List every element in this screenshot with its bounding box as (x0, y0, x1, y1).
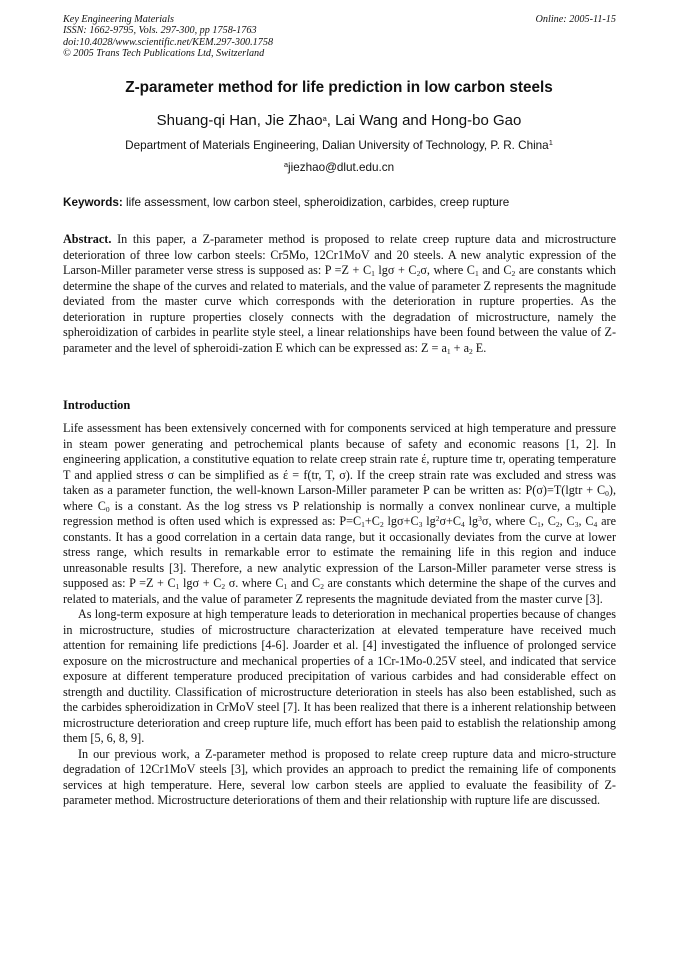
affiliation-marker: 1 (548, 138, 553, 147)
abstract-text: σ, where C (420, 263, 475, 277)
subscript: 1 (361, 520, 365, 529)
intro-text: ), where C (63, 483, 616, 513)
abstract (63, 232, 616, 356)
subscript: 3 (574, 520, 579, 529)
intro-text: are constants which determine the shape of the curves and related to materials, and the value of parameter Z represents the magnitude deviated from the master curve [3]. (63, 576, 616, 606)
intro-text: σ+C (439, 514, 462, 528)
intro-text: Life assessment has been extensively concerned with for components serviced at high temperature and pressure in steam power generating and petrochemical plants because of safety and economic reasons [1, 2]. In engineering application, a constitutive equation to relate creep strain rate έ, rupture time tr, operating temperature T and applied stress σ can be simplified as έ = f(tr, T, σ). If the creep strain rate was excluded and stress was taken as a parameter function, the well-known Larson-Miller parameter P can be written as: P(σ)=T(lgtr + C (63, 421, 616, 497)
subscript: 2 (416, 269, 421, 278)
intro-text: +C (364, 514, 380, 528)
subscript: 2 (555, 520, 560, 529)
keywords-text: life assessment, low carbon steel, spheroidization, carbides, creep rupture (122, 196, 510, 209)
online-date: Online: 2005-11-15 (535, 14, 616, 25)
abstract-paragraph (63, 232, 616, 356)
subscript: 1 (537, 520, 541, 529)
abstract-label: Abstract. (63, 232, 112, 246)
subscript: 2 (379, 520, 384, 529)
email-text: jiezhao@dlut.edu.cn (288, 161, 395, 174)
abstract-text: E. (472, 340, 487, 355)
author-list (0, 112, 678, 129)
intro-text: , C (540, 514, 556, 528)
abstract-text: are constants which determine the shape of the curves and related to materials, and the value of parameter Z represents the magnitude deviated from the master curve which corresponds with the deterioration in rupture properties. As the deterioration in rupture properties closely connects with the degradation of microstructure, namely the spheroidization of carbides in pearlite style steel, a linear relationships have been found between the value of Z-parameter and the level of spheroidi-zation E which can be expressed as: Z = a (63, 263, 616, 355)
email-marker: a (283, 160, 289, 169)
introduction-heading: Introduction (63, 398, 131, 412)
author-email (0, 161, 678, 174)
subscript: 1 (474, 269, 479, 278)
intro-text: σ, where C (481, 514, 538, 528)
journal-name: Key Engineering Materials (63, 14, 174, 25)
authors-part1: Shuang-qi Han, Jie Zhao (156, 112, 323, 129)
abstract-text: In this paper, a Z-parameter method is proposed to relate creep rupture data and microstructure deterioration of three low carbon steels: Cr5Mo, 12Cr1MoV and 20 steels. A new analytic expression of the Larson-Miller parameter verse stress is supposed as: P =Z + C (63, 232, 616, 277)
superscript: 3 (478, 514, 482, 523)
subscript: 2 (469, 346, 473, 356)
copyright-line: © 2005 Trans Tech Publications Ltd, Switzerland (63, 48, 265, 60)
subscript: 1 (283, 582, 288, 591)
author-marker: a (322, 114, 327, 123)
intro-text: , C (578, 514, 594, 528)
subscript: 2 (511, 269, 516, 278)
subscript: 0 (605, 489, 609, 498)
intro-text: are constants. It has a good correlation in a certain data range, but it occasionally deviates from the curve at lower stress range, which results in remarkable error to estimate the remaining life in this region and induce unreasonable results [3]. Therefore, a new analytic expression of the Larson-Miller parameter verse stress is supposed as: P =Z + C (63, 514, 616, 590)
authors-part2: , Lai Wang and Hong-bo Gao (326, 112, 522, 129)
paper-title: Z-parameter method for life prediction in low carbon steels (125, 79, 553, 96)
intro-paragraph-3: In our previous work, a Z-parameter method is proposed to relate creep rupture data and micro-structure degradation of 12Cr1MoV steels [3], which provides an approach to predict the remaining life of components services at high temperature. Here, several low carbon steels are applied to evaluate the feasibility of Z-parameter method. Microstructure deteriorations of them and their relationship with rupture life are discussed. (63, 746, 616, 807)
introduction-body (63, 421, 616, 809)
intro-text: and C (287, 576, 321, 590)
intro-paragraph-2: As long-term exposure at high temperature leads to deterioration in mechanical properties because of changes in microstructure, studies of microstructure characterization at elevated temperature have received much attention for remaining life predictions [4-6]. Joarder et al. [4] investigated the influence of prolonged service exposure on the microstructure and mechanical properties of a 1Cr-1Mo-0.25V steel, and indicated that service exposure at different temperature produced precipitation of various carbides and had considerable effect on strength and ductility. Classification of microstructure deterioration in steels has also been established, such as the carbides spheroidization in CrMoV steel [7]. It has been realized that there is a inherent relationship between microstructure deterioration and creep rupture life, much effort has been paid to establish the relationship among them [5, 6, 8, 9]. (63, 607, 616, 745)
affiliation-text: Department of Materials Engineering, Dalian University of Technology, P. R. China (125, 139, 549, 152)
subscript: 3 (418, 520, 423, 529)
subscript: 2 (221, 582, 226, 591)
abstract-text: lgσ + C (374, 263, 417, 277)
intro-text: lgσ + C (179, 576, 222, 590)
intro-text: , C (559, 514, 575, 528)
doi-line: doi:10.4028/www.scientific.net/KEM.297-300.1758 (63, 36, 274, 48)
subscript: 4 (593, 520, 598, 529)
intro-text: is a constant. As the log stress vs P relationship is normally a convex nonlinear curve, a multiple regression method is often used which is expressed as: P=C (63, 498, 616, 528)
intro-text: lgσ+C (383, 514, 419, 528)
intro-text: lg (464, 514, 479, 528)
issn-line: ISSN: 1662-9795, Vols. 297-300, pp 1758-1763 (63, 25, 257, 37)
journal-header (63, 14, 616, 60)
intro-text: lg (422, 514, 436, 528)
superscript: 2 (435, 514, 440, 523)
keywords-label: Keywords: (63, 196, 123, 209)
subscript: 1 (371, 269, 375, 278)
subscript: 1 (446, 346, 451, 356)
intro-paragraph-1 (63, 421, 616, 607)
abstract-text: + a (450, 340, 469, 355)
affiliation (0, 139, 678, 152)
subscript: 2 (320, 582, 324, 591)
abstract-text: and C (478, 263, 512, 277)
subscript: 1 (175, 582, 180, 591)
intro-text: σ. where C (225, 576, 284, 590)
subscript: 0 (105, 504, 110, 514)
subscript: 4 (461, 520, 465, 529)
keywords-line (63, 196, 616, 209)
